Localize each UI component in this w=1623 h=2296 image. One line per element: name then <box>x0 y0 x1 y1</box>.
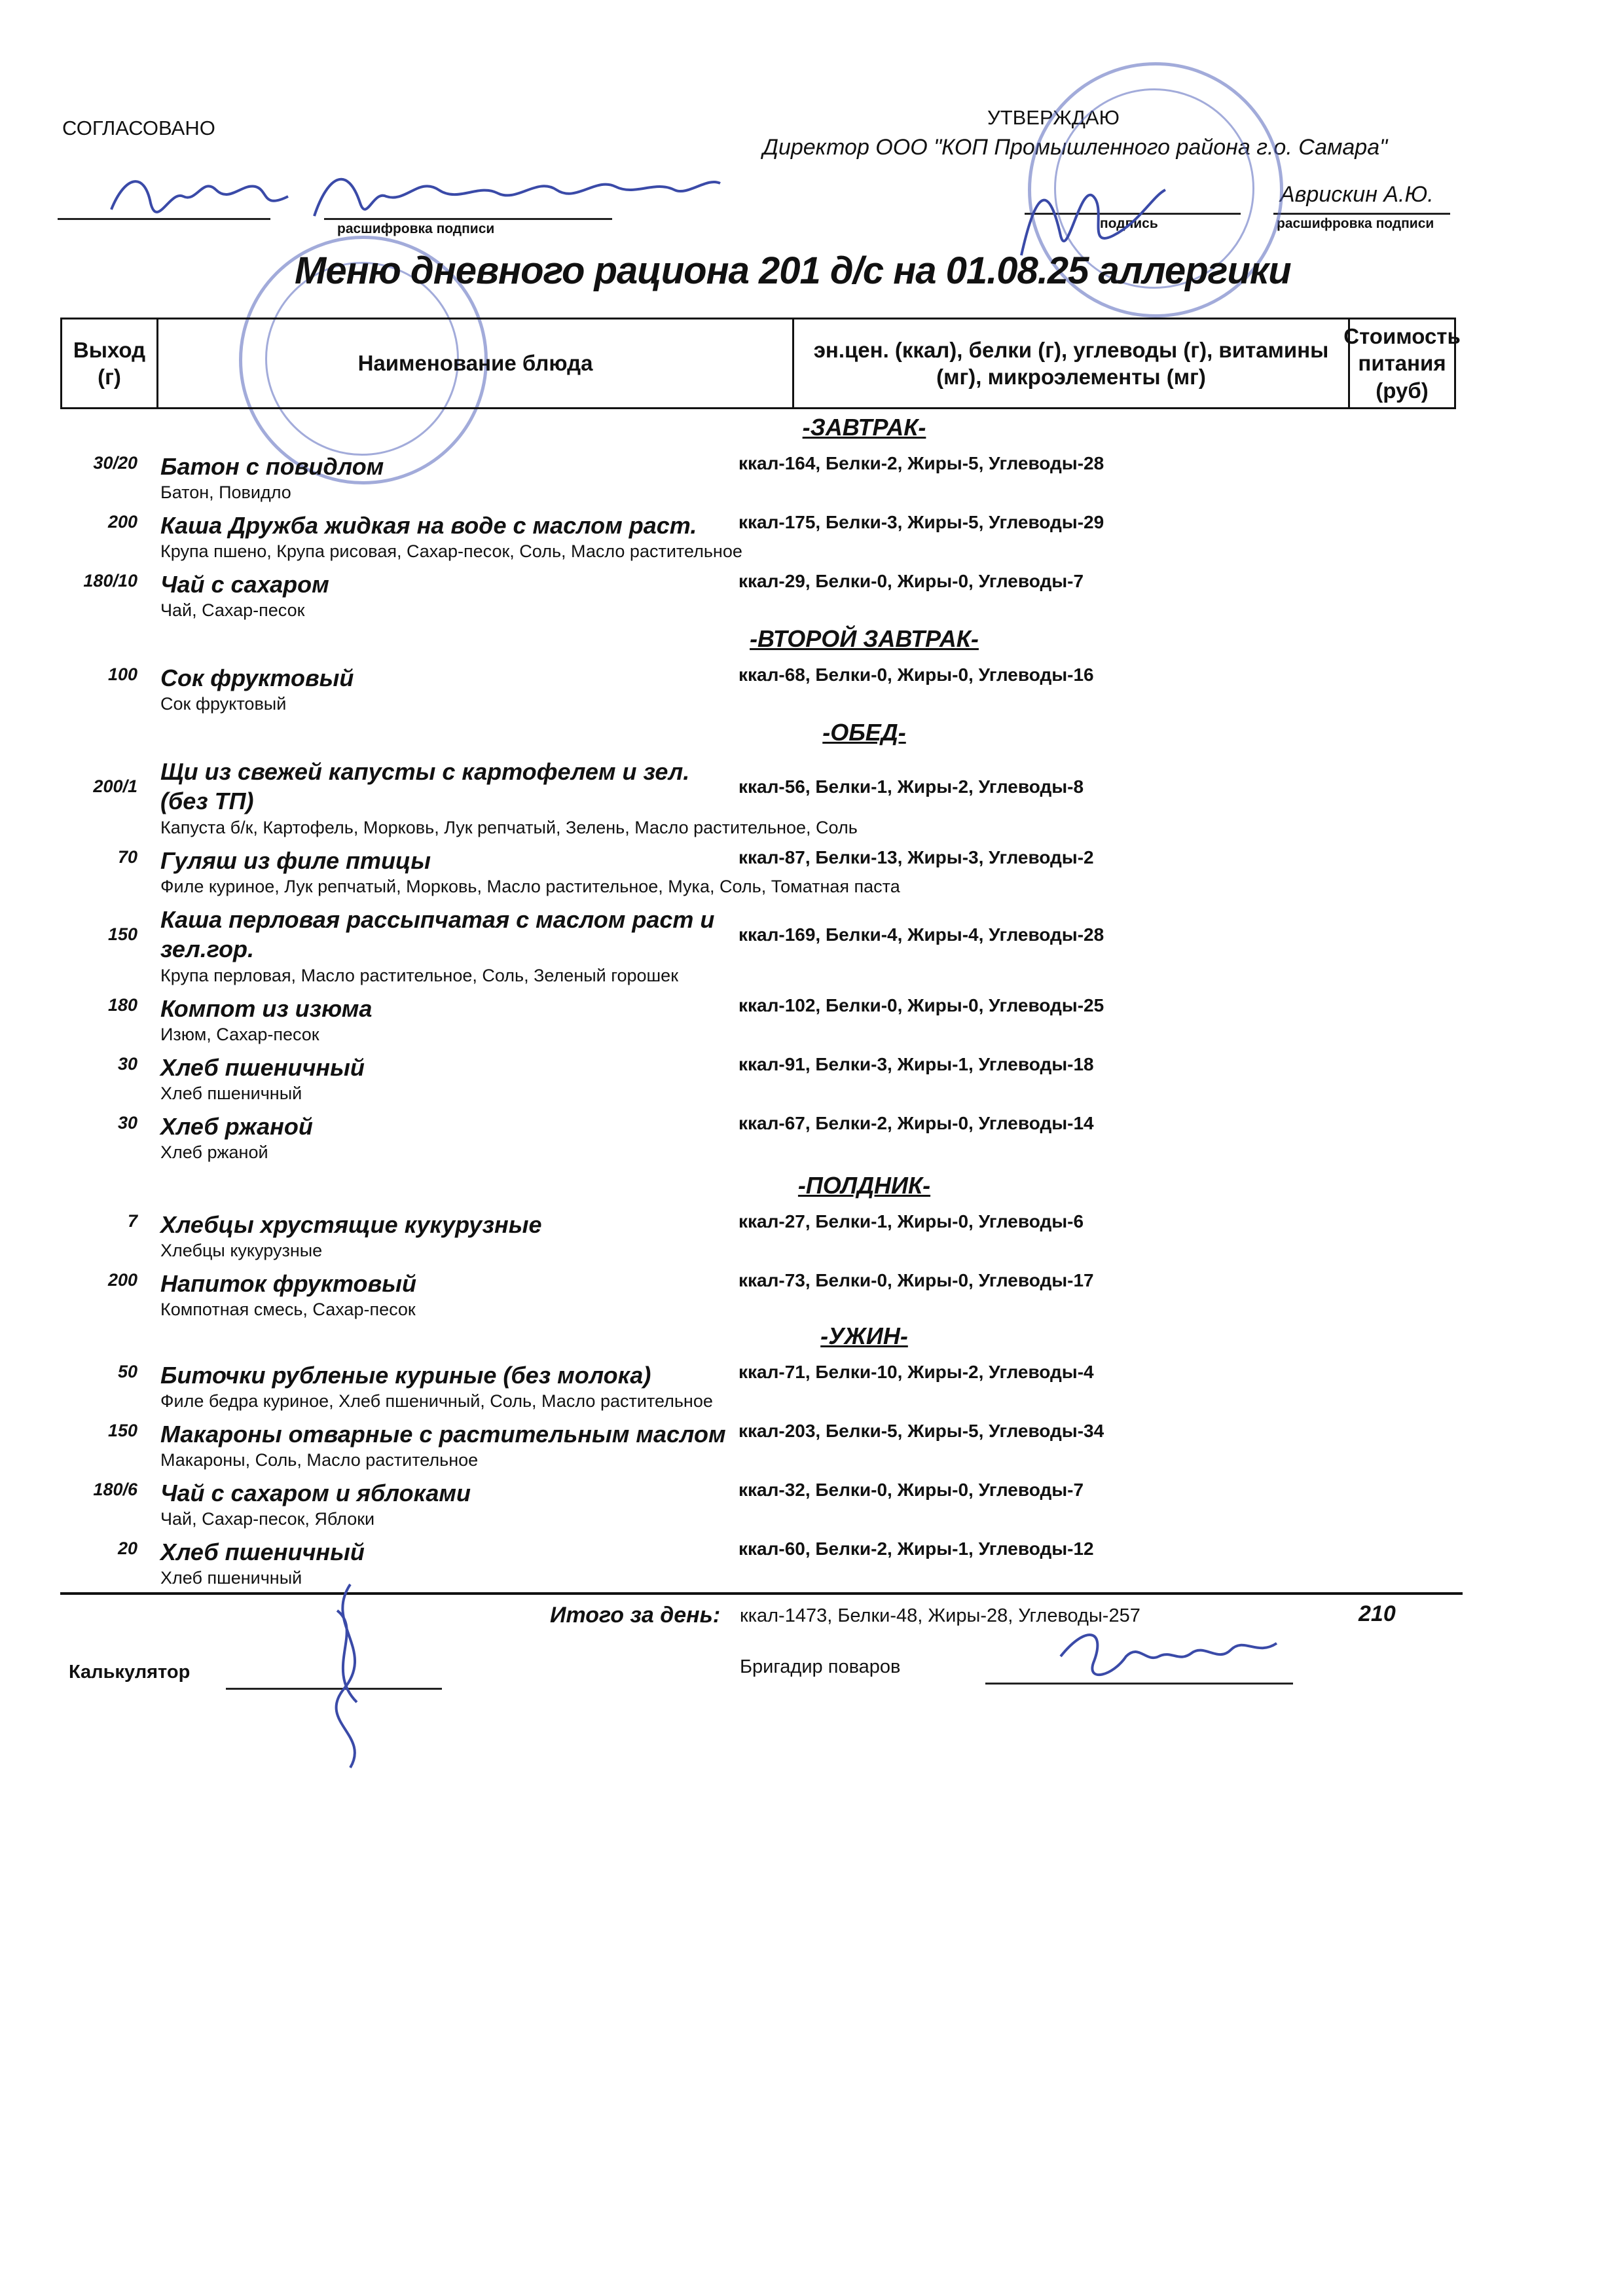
dish-row <box>0 1419 1623 1478</box>
dish-name: Компот из изюма <box>160 995 373 1022</box>
dish-ingredients: Изюм, Сахар-песок <box>160 1025 319 1044</box>
dish-output: 180/10 <box>83 571 137 591</box>
agreed-signature-caption: расшифровка подписи <box>337 221 495 236</box>
dish-output: 150 <box>107 924 137 944</box>
dish-nutrition: ккал-68, Белки-0, Жиры-0, Углеводы-16 <box>739 665 1094 685</box>
dish-name: Сок фруктовый <box>160 665 354 691</box>
director-position: Директор ООО "КОП Промышленного района г.о. Самара" <box>763 135 1388 160</box>
dish-row <box>0 570 1623 629</box>
dish-name: Хлеб пшеничный <box>160 1539 365 1565</box>
page-title: Меню дневного рациона 201 д/с на 01.08.25 аллергики <box>295 249 1291 292</box>
dish-row <box>0 511 1623 570</box>
dish-output: 20 <box>117 1539 137 1558</box>
dish-ingredients: Компотная смесь, Сахар-песок <box>160 1300 416 1319</box>
dish-ingredients: Филе куриное, Лук репчатый, Морковь, Масло растительное, Мука, Соль, Томатная паста <box>160 877 900 896</box>
dish-output: 50 <box>117 1362 137 1381</box>
dish-row <box>0 1269 1623 1328</box>
dish-ingredients: Сок фруктовый <box>160 694 287 714</box>
dish-output: 200 <box>107 1270 137 1290</box>
dish-ingredients: Крупа перловая, Масло растительное, Соль, Зеленый горошек <box>160 966 679 985</box>
dish-output: 150 <box>107 1421 137 1440</box>
dish-row <box>0 757 1623 837</box>
dish-name: Чай с сахаром <box>160 571 329 598</box>
dish-output: 200 <box>107 512 137 532</box>
meal-header: -ОБЕД- <box>822 719 906 746</box>
dish-ingredients: Хлебцы кукурузные <box>160 1241 323 1260</box>
dish-output: 30/20 <box>93 453 137 473</box>
totals-cost: 210 <box>1359 1601 1396 1626</box>
dish-name: Каша Дружба жидкая на воде с маслом раст. <box>160 512 697 539</box>
dish-nutrition: ккал-67, Белки-2, Жиры-0, Углеводы-14 <box>739 1113 1094 1133</box>
dish-output: 180/6 <box>93 1480 137 1499</box>
calculator-handwritten-signature <box>298 1571 403 1781</box>
totals-rule <box>60 1592 1463 1595</box>
dish-nutrition: ккал-87, Белки-13, Жиры-3, Углеводы-2 <box>739 847 1094 867</box>
dish-output: 100 <box>107 665 137 684</box>
dish-nutrition: ккал-32, Белки-0, Жиры-0, Углеводы-7 <box>739 1480 1084 1500</box>
dish-row <box>0 1210 1623 1269</box>
dish-name: Хлеб пшеничный <box>160 1054 365 1081</box>
totals-nutrition: ккал-1473, Белки-48, Жиры-28, Углеводы-257 <box>740 1605 1140 1626</box>
director-name-caption: расшифровка подписи <box>1277 216 1434 231</box>
dish-nutrition: ккал-102, Белки-0, Жиры-0, Углеводы-25 <box>739 995 1104 1015</box>
dish-output: 7 <box>127 1211 137 1231</box>
column-dish: Наименование блюда <box>156 318 794 409</box>
dish-ingredients: Крупа пшено, Крупа рисовая, Сахар-песок, Соль, Масло растительное <box>160 541 742 561</box>
meal-header: -ПОЛДНИК- <box>797 1172 931 1199</box>
dish-name: Щи из свежей капусты с картофелем и зел.(без ТП) <box>160 758 690 814</box>
dish-nutrition: ккал-60, Белки-2, Жиры-1, Углеводы-12 <box>739 1539 1094 1559</box>
dish-row <box>0 1053 1623 1112</box>
dish-row <box>0 846 1623 905</box>
dish-output: 200/1 <box>93 776 137 796</box>
dish-nutrition: ккал-91, Белки-3, Жиры-1, Углеводы-18 <box>739 1054 1094 1074</box>
calculator-label: Калькулятор <box>69 1662 191 1683</box>
dish-output: 30 <box>117 1113 137 1133</box>
dish-ingredients: Хлеб пшеничный <box>160 1084 302 1103</box>
dish-output: 70 <box>117 847 137 867</box>
dish-nutrition: ккал-203, Белки-5, Жиры-5, Углеводы-34 <box>739 1421 1104 1441</box>
dish-name: Каша перловая рассыпчатая с маслом раст и зел.гор. <box>160 906 715 962</box>
meal-header: -УЖИН- <box>820 1322 908 1349</box>
dish-nutrition: ккал-29, Белки-0, Жиры-0, Углеводы-7 <box>739 571 1084 591</box>
dish-nutrition: ккал-71, Белки-10, Жиры-2, Углеводы-4 <box>739 1362 1094 1382</box>
dish-ingredients: Капуста б/к, Картофель, Морковь, Лук репчатый, Зелень, Масло растительное, Соль <box>160 818 858 837</box>
dish-name: Макароны отварные с растительным маслом <box>160 1421 726 1448</box>
dish-ingredients: Чай, Сахар-песок, Яблоки <box>160 1509 375 1529</box>
dish-nutrition: ккал-73, Белки-0, Жиры-0, Углеводы-17 <box>739 1270 1094 1290</box>
dish-name: Гуляш из филе птицы <box>160 847 431 874</box>
dish-nutrition: ккал-169, Белки-4, Жиры-4, Углеводы-28 <box>739 924 1104 945</box>
agreed-label: СОГЛАСОВАНО <box>62 117 215 139</box>
chef-handwritten-signature <box>1048 1617 1296 1689</box>
dish-name: Чай с сахаром и яблоками <box>160 1480 471 1506</box>
meal-header: -ЗАВТРАК- <box>802 414 926 441</box>
column-nutrition: эн.цен. (ккал), белки (г), углеводы (г), витамины (мг), микроэлементы (мг) <box>792 318 1350 409</box>
dish-output: 180 <box>107 995 137 1015</box>
dish-row <box>0 1537 1623 1596</box>
director-signature-caption: подпись <box>1100 216 1158 231</box>
dish-name: Батон с повидлом <box>160 453 384 480</box>
dish-ingredients: Хлеб пшеничный <box>160 1568 302 1588</box>
chef-label: Бригадир поваров <box>740 1656 901 1677</box>
dish-ingredients: Хлеб ржаной <box>160 1142 268 1162</box>
dish-nutrition: ккал-56, Белки-1, Жиры-2, Углеводы-8 <box>739 776 1084 797</box>
dish-nutrition: ккал-175, Белки-3, Жиры-5, Углеводы-29 <box>739 512 1104 532</box>
dish-output: 30 <box>117 1054 137 1074</box>
dish-row <box>0 1360 1623 1419</box>
director-name: Аврискин А.Ю. <box>1280 182 1434 207</box>
dish-nutrition: ккал-164, Белки-2, Жиры-5, Углеводы-28 <box>739 453 1104 473</box>
dish-ingredients: Чай, Сахар-песок <box>160 600 305 620</box>
dish-row <box>0 905 1623 985</box>
column-cost: Стоимость питания (руб) <box>1348 318 1456 409</box>
dish-name: Биточки рубленые куриные (без молока) <box>160 1362 651 1389</box>
dish-ingredients: Филе бедра куриное, Хлеб пшеничный, Соль, Масло растительное <box>160 1391 713 1411</box>
meal-header: -ВТОРОЙ ЗАВТРАК- <box>750 625 979 652</box>
dish-row <box>0 994 1623 1053</box>
dish-row <box>0 663 1623 722</box>
dish-name: Хлеб ржаной <box>160 1113 313 1140</box>
dish-ingredients: Батон, Повидло <box>160 483 291 502</box>
dish-row <box>0 1478 1623 1537</box>
dish-row <box>0 1112 1623 1171</box>
totals-label: Итого за день: <box>550 1603 721 1628</box>
dish-name: Хлебцы хрустящие кукурузные <box>160 1211 542 1238</box>
approve-label: УТВЕРЖДАЮ <box>987 106 1120 129</box>
dish-ingredients: Макароны, Соль, Масло растительное <box>160 1450 479 1470</box>
column-output: Выход (г) <box>60 318 158 409</box>
dish-name: Напиток фруктовый <box>160 1270 416 1297</box>
dish-row <box>0 452 1623 511</box>
dish-nutrition: ккал-27, Белки-1, Жиры-0, Углеводы-6 <box>739 1211 1084 1231</box>
